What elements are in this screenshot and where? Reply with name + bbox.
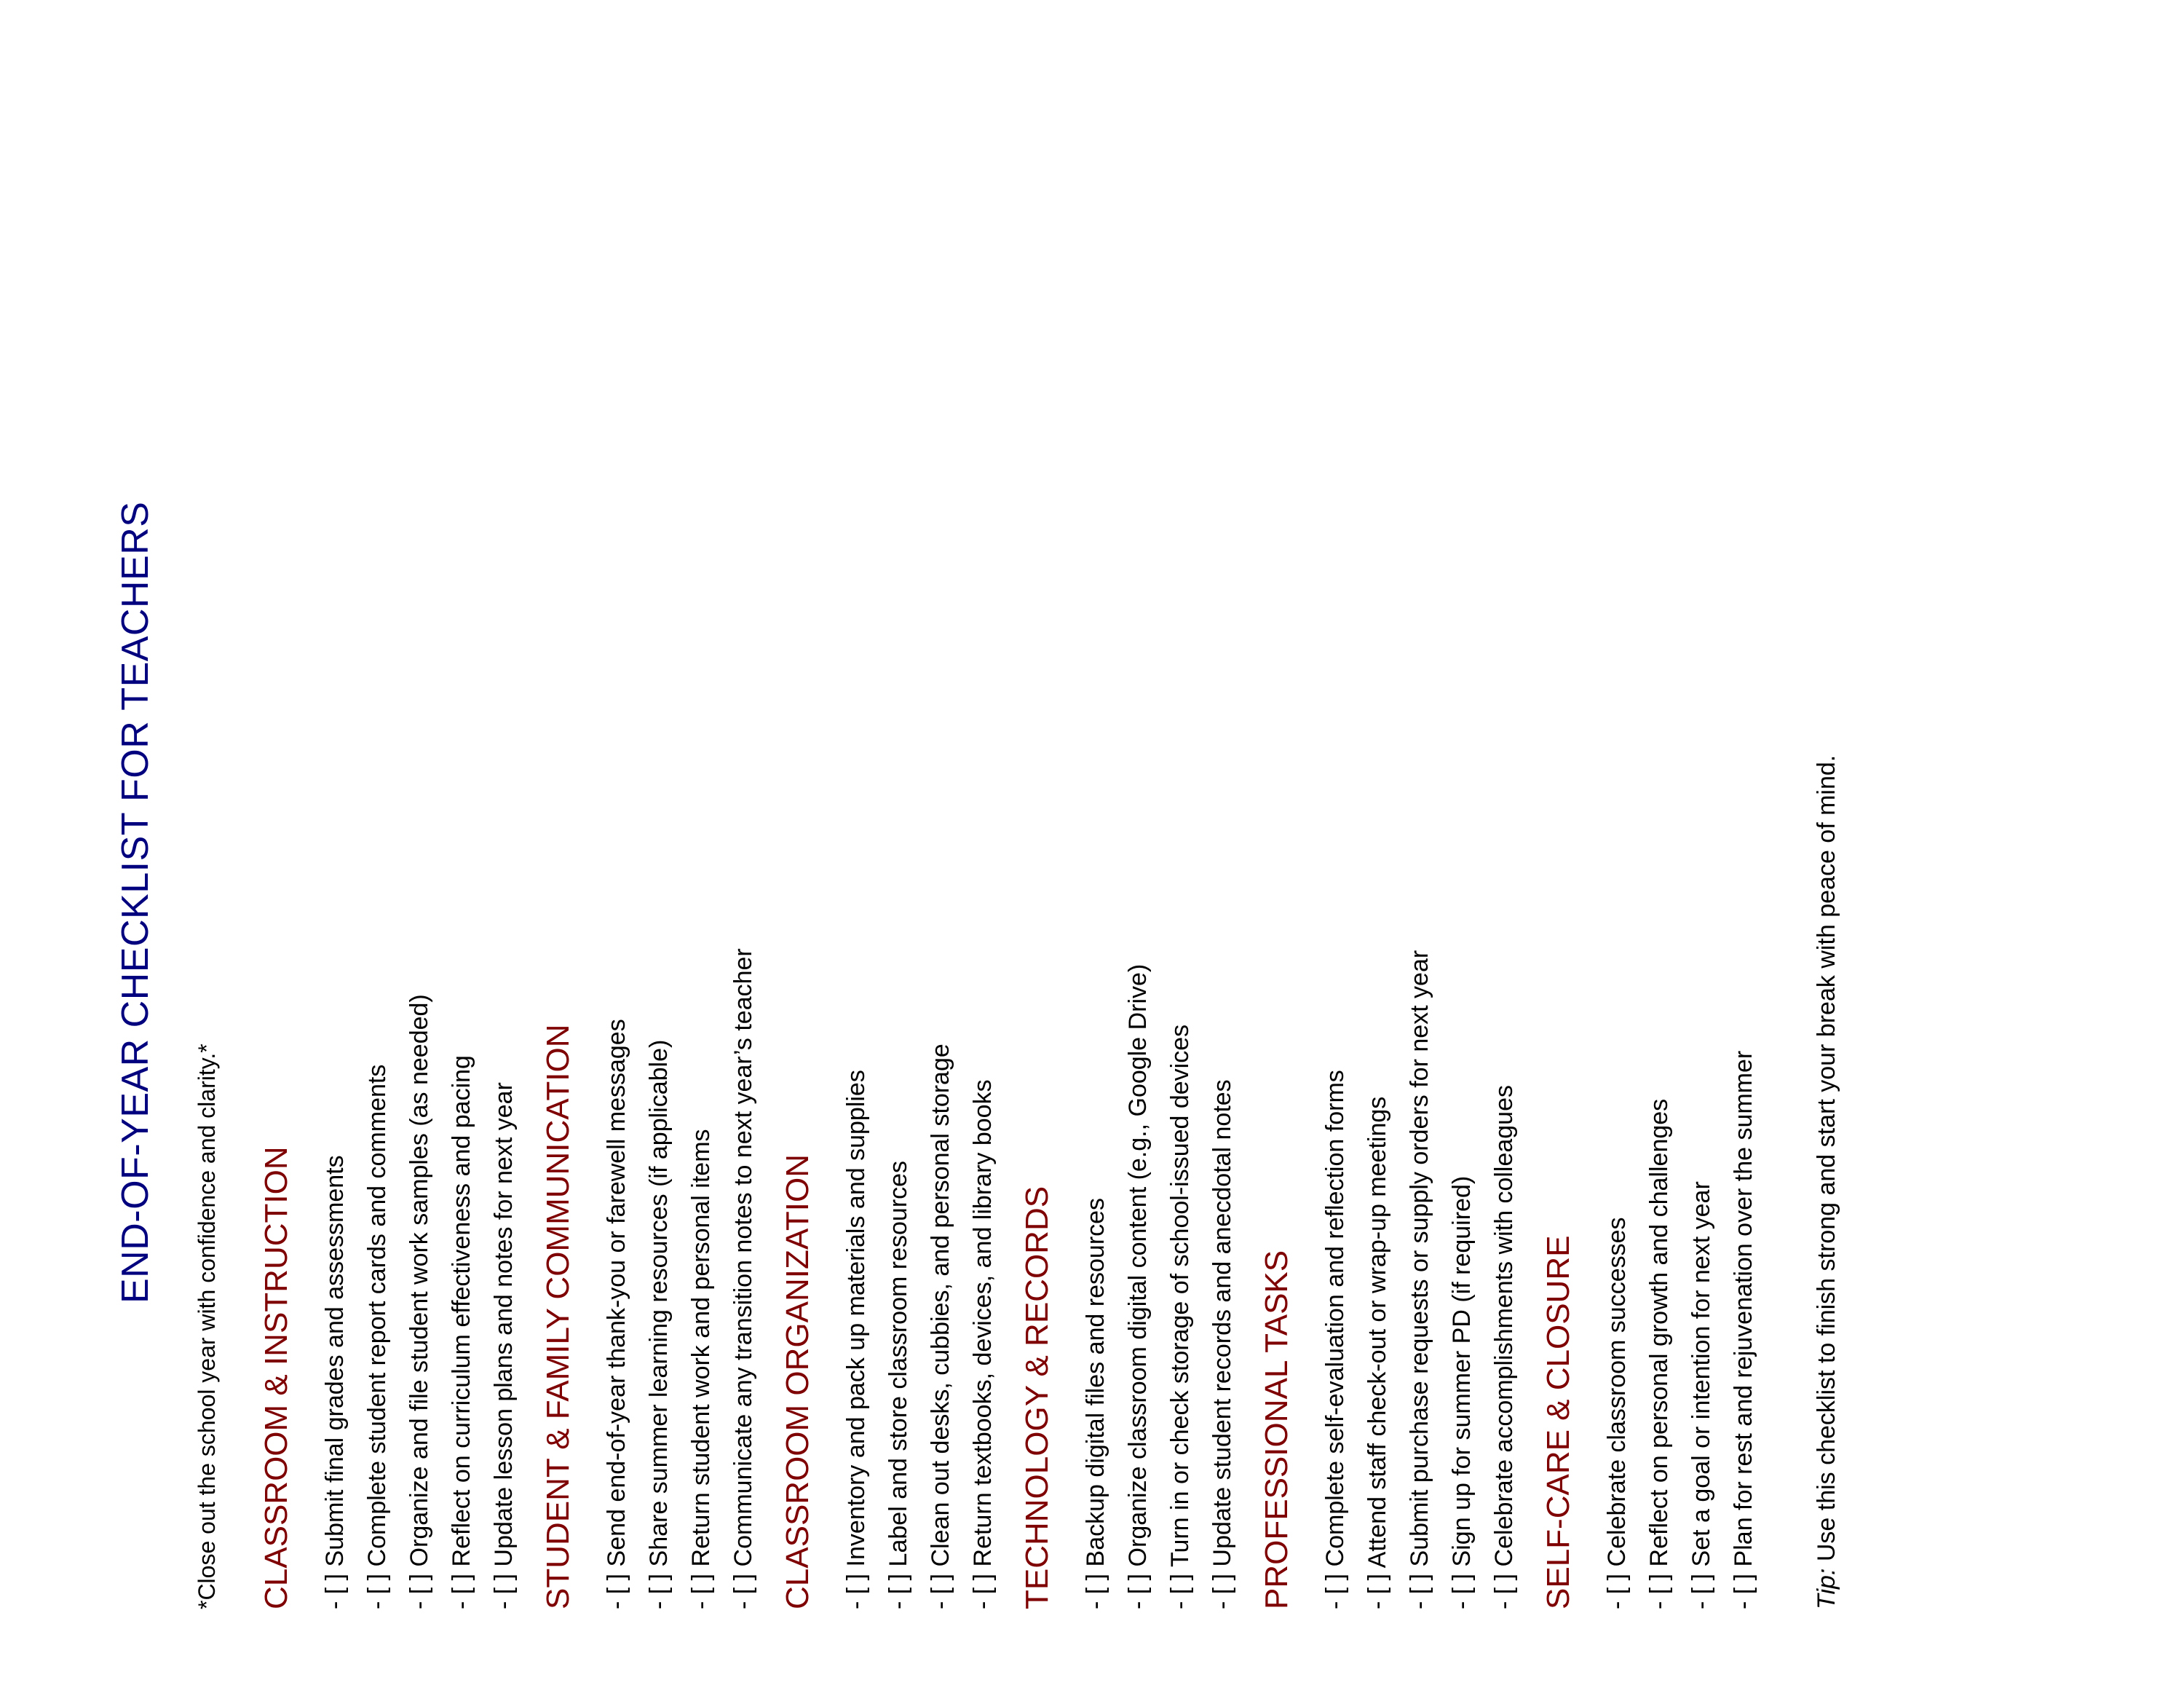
checklist-item: - [ ] Set a goal or intention for next year [1688,1181,1715,1609]
checklist-item: - [ ] Submit purchase requests or supply orders for next year [1406,950,1433,1609]
checklist-item: - [ ] Return textbooks, devices, and library books [969,1079,997,1609]
section-heading-technology-records: TECHNOLOGY & RECORDS [1019,1186,1055,1609]
checklist-item: - [ ] Complete self-evaluation and reflection forms [1321,1070,1349,1609]
checklist-item: - [ ] Label and store classroom resources [885,1160,912,1609]
tip-note [1814,755,1839,1609]
section-heading-classroom-organization: CLASSROOM ORGANIZATION [780,1153,815,1609]
checklist-item: - [ ] Attend staff check-out or wrap-up meetings [1364,1096,1391,1609]
checklist-item: - [ ] Organize and file student work samples (as needed) [405,994,433,1609]
checklist-item: - [ ] Organize classroom digital content (e.g., Google Drive) [1124,963,1152,1609]
checklist-item: - [ ] Celebrate accomplishments with colleagues [1490,1085,1518,1609]
checklist-item: - [ ] Clean out desks, cubbies, and personal storage [927,1044,954,1609]
checklist-item: - [ ] Communicate any transition notes to next year’s teacher [729,948,757,1609]
tip-text: Use this checklist to finish strong and start your break with peace of mind. [1813,754,1840,1569]
checklist-item: - [ ] Return student work and personal items [687,1129,715,1609]
section-heading-student-family-communication: STUDENT & FAMILY COMMUNICATION [540,1024,576,1609]
checklist-item: - [ ] Inventory and pack up materials and supplies [842,1070,870,1609]
checklist-item: - [ ] Sign up for summer PD (if required) [1448,1175,1476,1609]
checklist-item: - [ ] Plan for rest and rejuvenation over the summer [1730,1050,1757,1609]
checklist-item: - [ ] Update student records and anecdotal notes [1208,1079,1236,1609]
checklist-item: - [ ] Submit final grades and assessments [321,1155,349,1609]
tip-label: Tip: [1813,1568,1840,1609]
page-subtitle: *Close out the school year with confidence and clarity.* [194,1044,220,1609]
checklist-item: - [ ] Celebrate classroom successes [1603,1217,1631,1609]
checklist-item: - [ ] Update lesson plans and notes for next year [490,1082,518,1609]
section-heading-professional-tasks: PROFESSIONAL TASKS [1259,1250,1294,1609]
checklist-item: - [ ] Turn in or check storage of school-issued devices [1166,1024,1194,1609]
checklist-document [116,226,1864,1609]
checklist-item: - [ ] Send end-of-year thank-you or farewell messages [603,1019,630,1609]
checklist-item: - [ ] Share summer learning resources (if applicable) [645,1039,673,1609]
section-heading-classroom-instruction: CLASSROOM & INSTRUCTION [258,1146,294,1609]
checklist-item: - [ ] Reflect on curriculum effectiveness and pacing [448,1055,475,1609]
section-heading-self-care-closure: SELF-CARE & CLOSURE [1540,1235,1576,1609]
checklist-item: - [ ] Backup digital files and resources [1082,1197,1109,1609]
checklist-item: - [ ] Reflect on personal growth and challenges [1645,1098,1673,1609]
checklist-item: - [ ] Complete student report cards and comments [363,1064,391,1609]
page-title: END-OF-YEAR CHECKLIST FOR TEACHERS [114,501,157,1304]
